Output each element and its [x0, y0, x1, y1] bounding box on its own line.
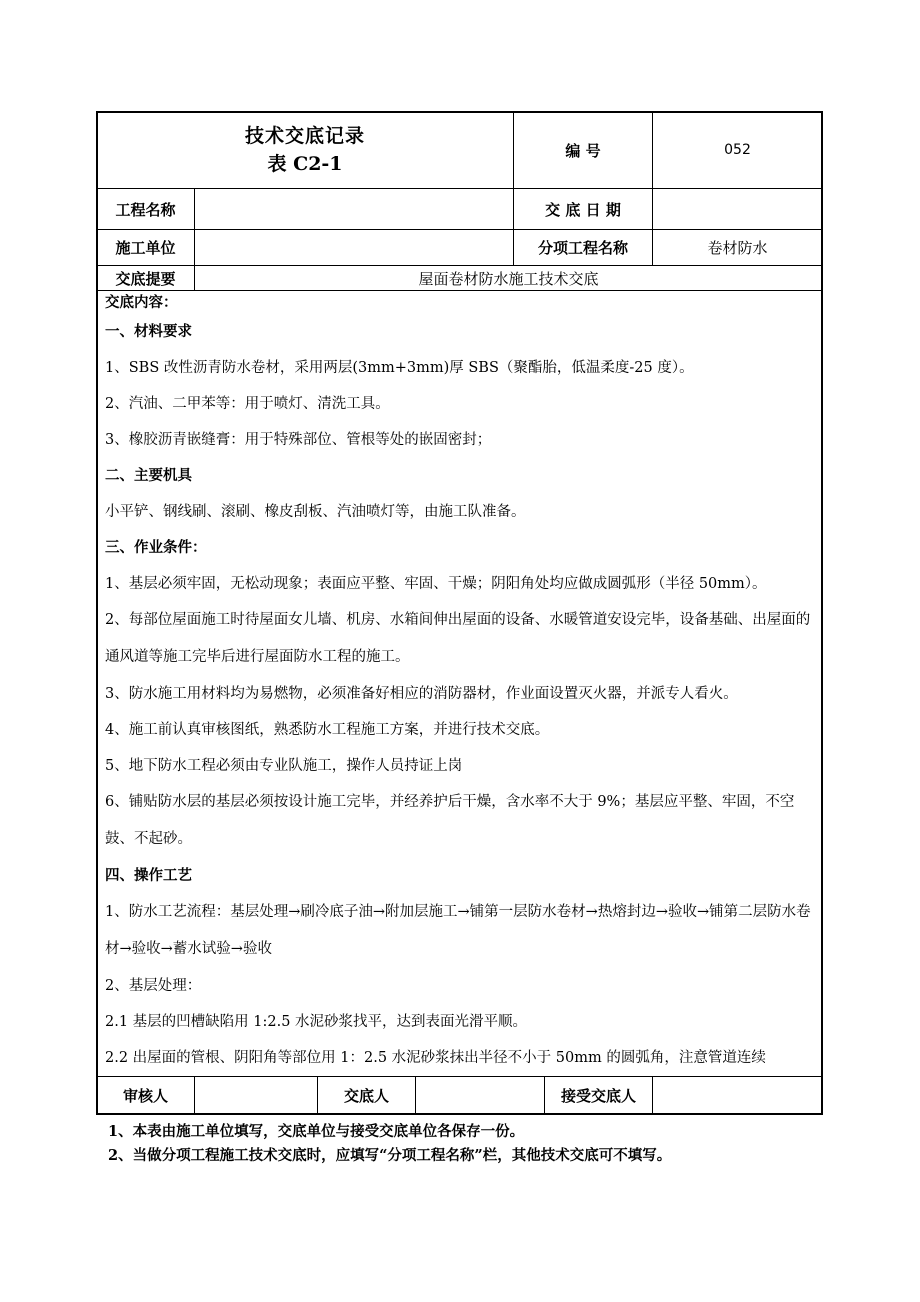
paragraph: 2.2 出屋面的管根、阴阳角等部位用 1：2.5 水泥砂浆抹出半径不小于 50mm 的圆弧角，注意管道连续: [105, 1050, 766, 1066]
section-process-title: 四、操作工艺: [105, 867, 192, 884]
subproject-name-value: 卷材防水: [707, 239, 768, 257]
paragraph: 2、汽油、二甲苯等：用于喷灯、清洗工具。: [105, 396, 390, 412]
row-divider: [97, 290, 822, 291]
paragraph: 4、施工前认真审核图纸，熟悉防水工程施工方案，并进行技术交底。: [105, 722, 550, 738]
form-number: 表 C2-1: [267, 152, 343, 175]
disclosure-date-field[interactable]: [653, 189, 822, 229]
section-materials-title: 一、材料要求: [105, 323, 192, 340]
form-title: 技术交底记录: [244, 124, 365, 147]
summary-label: 交底提要: [115, 269, 176, 288]
summary-value: 屋面卷材防水施工技术交底: [418, 269, 599, 288]
paragraph: 5、地下防水工程必须由专业队施工，操作人员持证上岗: [105, 758, 463, 774]
paragraph: 2.1 基层的凹槽缺陷用 1:2.5 水泥砂浆找平，达到表面光滑平顺。: [105, 1014, 528, 1030]
paragraph: 小平铲、钢线刷、滚刷、橡皮刮板、汽油喷灯等，由施工队准备。: [105, 504, 526, 520]
serial-number-label: 编 号: [565, 141, 601, 160]
project-name-label: 工程名称: [115, 200, 176, 219]
receiver-field[interactable]: [653, 1077, 822, 1114]
form-title-block: [96, 111, 514, 188]
construction-unit-label: 施工单位: [115, 239, 176, 257]
reviewer-field[interactable]: [195, 1077, 317, 1114]
presenter-label: 交底人: [343, 1087, 389, 1105]
section-conditions-title: 三、作业条件：: [105, 539, 207, 556]
paragraph: 1、SBS 改性沥青防水卷材，采用两层(3mm+3mm)厚 SBS（聚酯胎，低温柔度-25 度）。: [105, 360, 694, 376]
paragraph: 1、防水工艺流程：基层处理→刷冷底子油→附加层施工→铺第一层防水卷材→热熔封边→验收→铺第二层防水卷材→验收→蓄水试验→验收: [105, 904, 811, 957]
project-name-field[interactable]: [195, 189, 513, 229]
paragraph: 6、铺贴防水层的基层必须按设计施工完毕，并经养护后干燥，含水率不大于 9%；基层应平整、牢固，不空鼓、不起砂。: [105, 794, 795, 847]
serial-number-value: 052: [724, 142, 751, 158]
disclosure-content: [105, 292, 817, 1076]
paragraph: 1、基层必须牢固，无松动现象；表面应平整、牢固、干燥；阴阳角处均应做成圆弧形（半径 50mm）。: [105, 576, 767, 592]
disclosure-date-label: 交 底 日 期: [545, 200, 621, 219]
subproject-name-label: 分项工程名称: [537, 239, 628, 257]
paragraph: 2、每部位屋面施工时待屋面女儿墙、机房、水箱间伸出屋面的设备、水暖管道安设完毕，设备基础、出屋面的通风道等施工完毕后进行屋面防水工程的施工。: [105, 612, 811, 665]
section-tools-title: 二、主要机具: [105, 467, 192, 484]
receiver-label: 接受交底人: [560, 1087, 636, 1105]
note-2: 2、当做分项工程施工技术交底时，应填写“分项工程名称”栏，其他技术交底可不填写。: [108, 1147, 672, 1164]
note-1: 1、本表由施工单位填写，交底单位与接受交底单位各保存一份。: [108, 1123, 525, 1140]
paragraph: 3、橡胶沥青嵌缝膏：用于特殊部位、管根等处的嵌固密封；: [105, 432, 492, 448]
construction-unit-field[interactable]: [195, 230, 513, 265]
content-intro: 交底内容：: [105, 294, 178, 311]
paragraph: 2、基层处理：: [105, 978, 202, 994]
presenter-field[interactable]: [416, 1077, 544, 1114]
form-notes: [108, 1120, 671, 1168]
paragraph: 3、防水施工用材料均为易燃物，必须准备好相应的消防器材，作业面设置灭火器，并派专人看火。: [105, 686, 738, 702]
reviewer-label: 审核人: [122, 1087, 168, 1105]
